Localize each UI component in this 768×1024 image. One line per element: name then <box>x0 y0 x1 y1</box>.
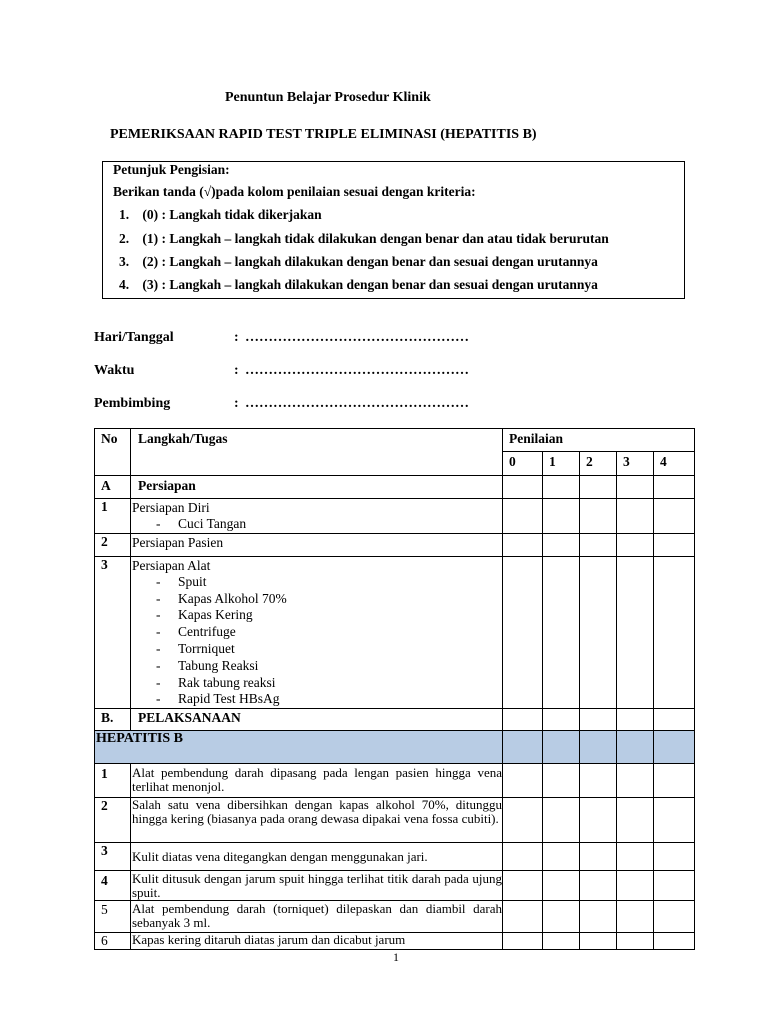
score-cell[interactable] <box>503 843 543 871</box>
score-cell[interactable] <box>617 933 654 950</box>
score-cell[interactable] <box>617 901 654 933</box>
score-cell[interactable] <box>543 798 580 843</box>
score-cell[interactable] <box>617 731 654 764</box>
section-b-letter: B. <box>95 709 131 731</box>
list-item: - Cuci Tangan <box>132 516 502 533</box>
score-cell[interactable] <box>654 533 695 556</box>
score-cell[interactable] <box>580 731 617 764</box>
row-task: Alat pembendung darah dipasang pada lengan pasien hingga vena terlihat menonjol. <box>131 764 503 798</box>
row-task <box>131 556 503 708</box>
score-cell[interactable] <box>617 871 654 901</box>
score-col-0: 0 <box>503 452 543 476</box>
document-subtitle: Penuntun Belajar Prosedur Klinik <box>225 90 431 105</box>
instruction-item <box>119 277 598 293</box>
score-cell[interactable] <box>543 499 580 534</box>
score-cell[interactable] <box>580 933 617 950</box>
instructions-heading: Petunjuk Pengisian: <box>113 162 230 177</box>
instruction-item <box>119 231 609 247</box>
field-label: Pembimbing <box>94 396 171 411</box>
score-cell[interactable] <box>503 476 543 499</box>
score-cell[interactable] <box>617 764 654 798</box>
score-cell[interactable] <box>543 533 580 556</box>
section-a-label: Persiapan <box>131 476 503 499</box>
header-score: Penilaian <box>503 429 695 452</box>
score-cell[interactable] <box>543 556 580 708</box>
score-cell[interactable] <box>543 764 580 798</box>
score-cell[interactable] <box>543 731 580 764</box>
table-row <box>95 901 695 933</box>
score-cell[interactable] <box>503 556 543 708</box>
instruction-item <box>119 207 322 223</box>
table-row <box>95 499 695 534</box>
field-value-blank[interactable]: ………………………………………… <box>245 396 469 411</box>
field-colon: : <box>234 363 239 378</box>
score-cell[interactable] <box>543 709 580 731</box>
table-row <box>95 843 695 871</box>
row-number: 3 <box>95 556 131 708</box>
score-cell[interactable] <box>503 901 543 933</box>
score-cell[interactable] <box>580 556 617 708</box>
score-cell[interactable] <box>654 843 695 871</box>
field-date <box>94 330 494 348</box>
score-col-2: 2 <box>580 452 617 476</box>
instructions-intro: Berikan tanda (√)pada kolom penilaian sesuai dengan kriteria: <box>113 184 476 199</box>
score-cell[interactable] <box>543 871 580 901</box>
score-cell[interactable] <box>617 709 654 731</box>
list-item: - Centrifuge <box>132 624 502 641</box>
field-value-blank[interactable]: ………………………………………… <box>245 363 469 378</box>
score-cell[interactable] <box>617 499 654 534</box>
field-value-blank[interactable]: ………………………………………… <box>245 330 469 345</box>
row-task: Kulit diatas vena ditegangkan dengan menggunakan jari. <box>131 843 503 871</box>
row-number: 6 <box>95 933 131 950</box>
field-label: Waktu <box>94 363 135 378</box>
score-cell[interactable] <box>580 709 617 731</box>
list-item: - Tabung Reaksi <box>132 658 502 675</box>
score-cell[interactable] <box>503 764 543 798</box>
instruction-text: (0) : Langkah tidak dikerjakan <box>142 207 322 222</box>
instruction-num: 1. <box>119 207 130 222</box>
section-b-row <box>95 709 695 731</box>
score-cell[interactable] <box>654 499 695 534</box>
header-task: Langkah/Tugas <box>131 429 503 476</box>
score-cell[interactable] <box>580 871 617 901</box>
score-cell[interactable] <box>617 843 654 871</box>
row-task <box>131 499 503 534</box>
score-cell[interactable] <box>617 798 654 843</box>
score-cell[interactable] <box>580 901 617 933</box>
instruction-item <box>119 254 598 270</box>
score-col-4: 4 <box>654 452 695 476</box>
document-title: PEMERIKSAAN RAPID TEST TRIPLE ELIMINASI (HEPATITIS B) <box>110 127 537 142</box>
score-col-1: 1 <box>543 452 580 476</box>
list-item: - Torrniquet <box>132 641 502 658</box>
score-cell[interactable] <box>580 764 617 798</box>
hepatitis-section-label: HEPATITIS B <box>95 731 503 764</box>
task-title: Persiapan Alat <box>132 557 211 573</box>
score-cell[interactable] <box>503 798 543 843</box>
field-supervisor <box>94 396 494 414</box>
field-colon: : <box>234 330 239 345</box>
score-cell[interactable] <box>503 709 543 731</box>
score-cell[interactable] <box>580 843 617 871</box>
page-number: 1 <box>393 950 399 964</box>
instruction-num: 4. <box>119 277 130 292</box>
score-cell[interactable] <box>503 871 543 901</box>
score-cell[interactable] <box>580 798 617 843</box>
instruction-text: (1) : Langkah – langkah tidak dilakukan dengan benar dan atau tidak berurutan <box>142 231 609 246</box>
row-number: 3 <box>95 843 131 871</box>
task-title: Persiapan Pasien <box>132 534 224 550</box>
score-cell[interactable] <box>580 476 617 499</box>
field-time <box>94 363 494 381</box>
score-cell[interactable] <box>580 499 617 534</box>
score-cell[interactable] <box>617 556 654 708</box>
task-title: Persiapan Diri <box>132 500 210 515</box>
table-row <box>95 798 695 843</box>
instructions-box <box>102 161 685 299</box>
task-subitems <box>132 574 502 708</box>
score-cell[interactable] <box>543 901 580 933</box>
score-cell[interactable] <box>654 871 695 901</box>
list-item: - Spuit <box>132 574 502 591</box>
assessment-table <box>94 428 695 950</box>
score-cell[interactable] <box>654 476 695 499</box>
score-cell[interactable] <box>654 764 695 798</box>
score-cell[interactable] <box>654 731 695 764</box>
row-task: Alat pembendung darah (torniquet) dilepaskan dan diambil darah sebanyak 3 ml. <box>131 901 503 933</box>
row-number: 1 <box>95 499 131 534</box>
score-cell[interactable] <box>654 933 695 950</box>
instruction-text: (3) : Langkah – langkah dilakukan dengan benar dan sesuai dengan urutannya <box>142 277 598 292</box>
score-cell[interactable] <box>654 556 695 708</box>
section-a-letter: A <box>95 476 131 499</box>
row-task <box>131 533 503 556</box>
row-task: Kapas kering ditaruh diatas jarum dan dicabut jarum <box>131 933 503 950</box>
score-cell[interactable] <box>617 476 654 499</box>
list-item: - Rak tabung reaksi <box>132 675 502 692</box>
hepatitis-section-row <box>95 731 695 764</box>
score-cell[interactable] <box>543 933 580 950</box>
field-label: Hari/Tanggal <box>94 330 174 345</box>
table-row <box>95 871 695 901</box>
table-header-row <box>95 429 695 452</box>
row-number: 5 <box>95 901 131 933</box>
row-number: 2 <box>95 798 131 843</box>
instruction-num: 2. <box>119 231 130 246</box>
score-col-3: 3 <box>617 452 654 476</box>
row-task: Salah satu vena dibersihkan dengan kapas alkohol 70%, ditunggu hingga kering (biasanya pada orang dewasa dipakai vena fossa cubiti). <box>131 798 503 843</box>
row-task: Kulit ditusuk dengan jarum spuit hingga terlihat titik darah pada ujung spuit. <box>132 871 502 901</box>
score-cell[interactable] <box>543 843 580 871</box>
row-number: 1 <box>95 764 131 798</box>
task-subitems <box>132 516 502 533</box>
list-item: - Rapid Test HBsAg <box>132 691 502 708</box>
table-row <box>95 933 695 950</box>
field-colon: : <box>234 396 239 411</box>
score-cell[interactable] <box>654 798 695 843</box>
score-cell[interactable] <box>503 499 543 534</box>
score-cell[interactable] <box>543 476 580 499</box>
list-item: - Kapas Alkohol 70% <box>132 591 502 608</box>
list-item: - Kapas Kering <box>132 607 502 624</box>
section-b-label: PELAKSANAAN <box>131 709 503 731</box>
score-cell[interactable] <box>503 731 543 764</box>
score-cell[interactable] <box>654 709 695 731</box>
header-no: No <box>95 429 131 476</box>
row-number: 4 <box>95 871 131 901</box>
table-row <box>95 556 695 708</box>
score-cell[interactable] <box>580 533 617 556</box>
score-cell[interactable] <box>617 533 654 556</box>
instruction-text: (2) : Langkah – langkah dilakukan dengan benar dan sesuai dengan urutannya <box>142 254 598 269</box>
section-a-row <box>95 476 695 499</box>
score-cell[interactable] <box>503 533 543 556</box>
instruction-num: 3. <box>119 254 130 269</box>
table-row <box>95 764 695 798</box>
table-row <box>95 533 695 556</box>
row-number: 2 <box>95 533 131 556</box>
score-cell[interactable] <box>503 933 543 950</box>
score-cell[interactable] <box>654 901 695 933</box>
